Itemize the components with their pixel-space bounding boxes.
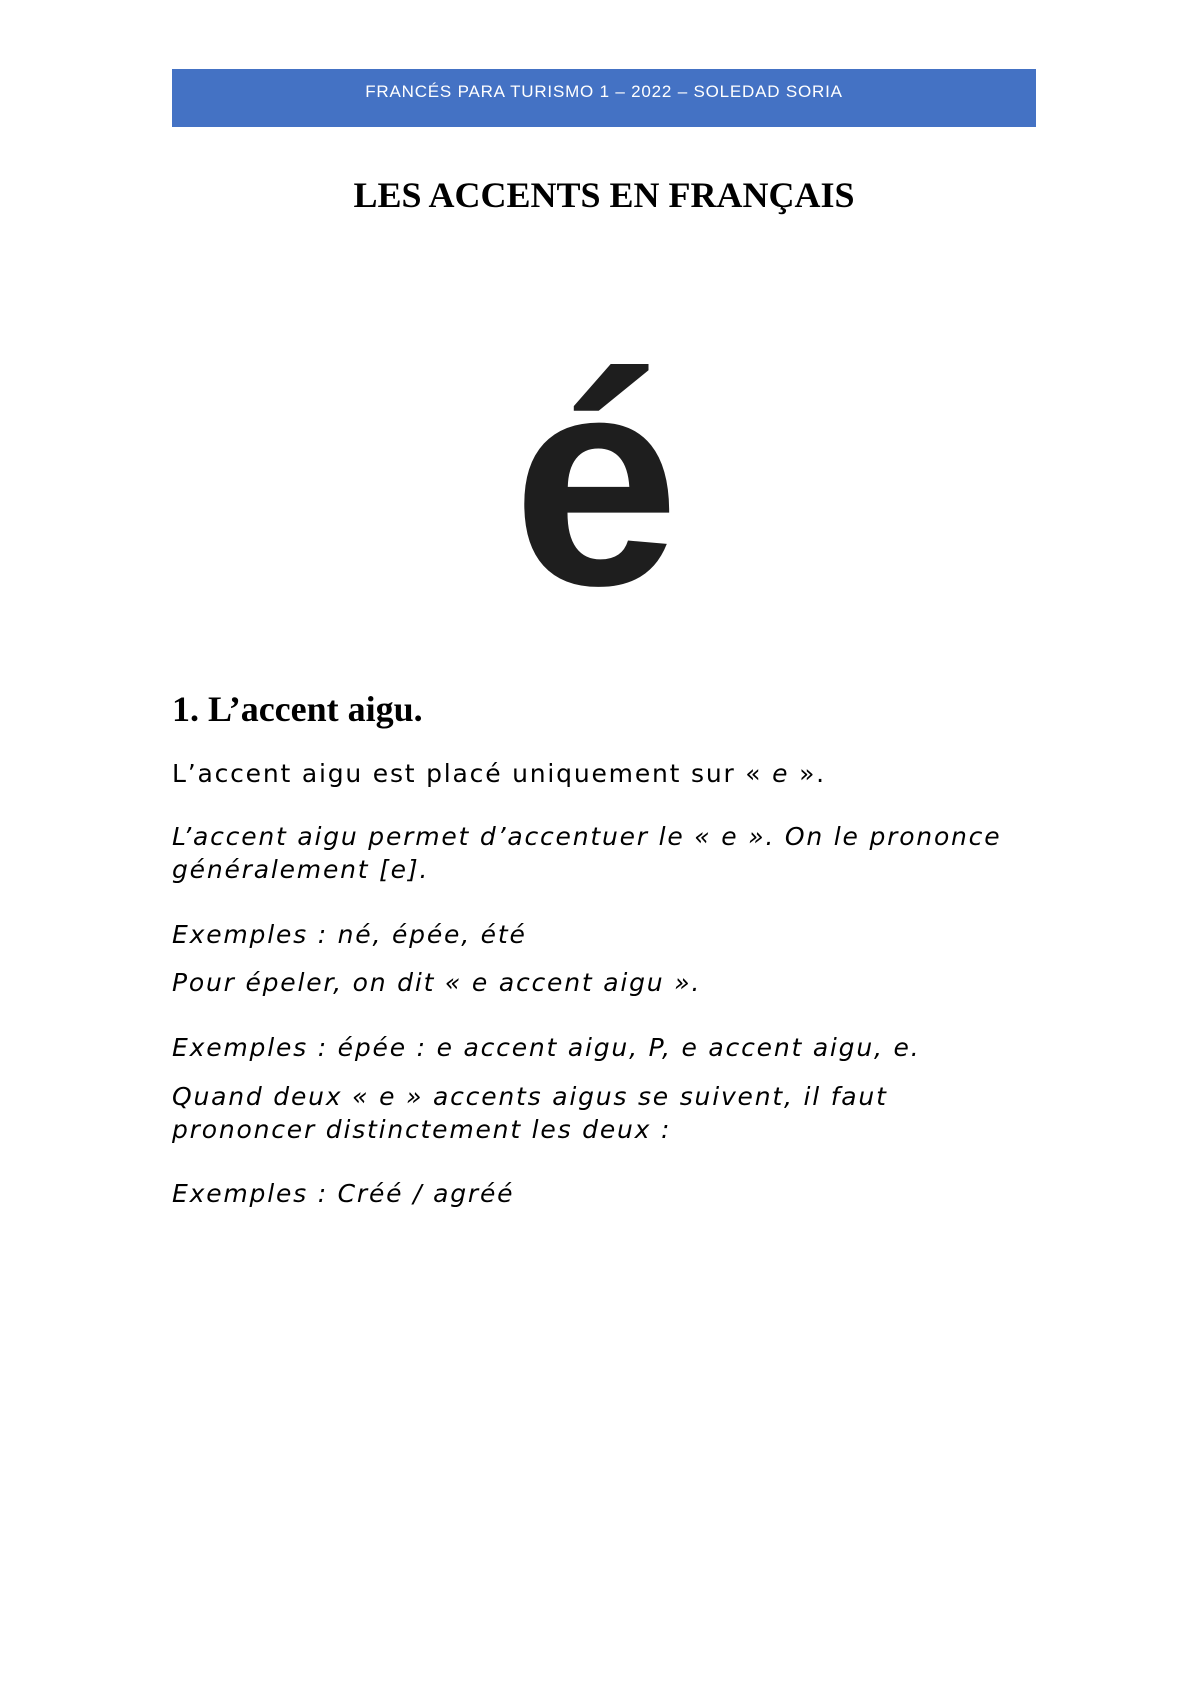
- body-line: [172, 761, 826, 786]
- emphasized-letter: e: [772, 759, 790, 788]
- body-line: L’accent aigu permet d’accentuer le « e ». On le prononce: [172, 822, 1002, 851]
- text-segment: L’accent aigu est placé uniquement sur «: [172, 759, 773, 788]
- header-bar: [172, 69, 1036, 127]
- document-title: LES ACCENTS EN FRANÇAIS: [353, 175, 855, 215]
- body-line: Pour épeler, on dit « e accent aigu ».: [172, 968, 702, 997]
- section-heading: 1. L’accent aigu.: [172, 689, 423, 729]
- text-segment: ».: [789, 759, 826, 788]
- body-line: Exemples : né, épée, été: [172, 920, 527, 949]
- body-line: généralement [e].: [172, 855, 430, 884]
- accent-aigu-illustration: é: [512, 312, 680, 648]
- body-line: Exemples : Créé / agréé: [172, 1179, 515, 1208]
- body-line: prononcer distinctement les deux :: [172, 1115, 672, 1144]
- body-line: Quand deux « e » accents aigus se suivent, il faut: [172, 1082, 888, 1111]
- header-text: FRANCÉS PARA TURISMO 1 – 2022 – SOLEDAD SORIA: [365, 82, 843, 101]
- body-line: Exemples : épée : e accent aigu, P, e accent aigu, e.: [172, 1033, 921, 1062]
